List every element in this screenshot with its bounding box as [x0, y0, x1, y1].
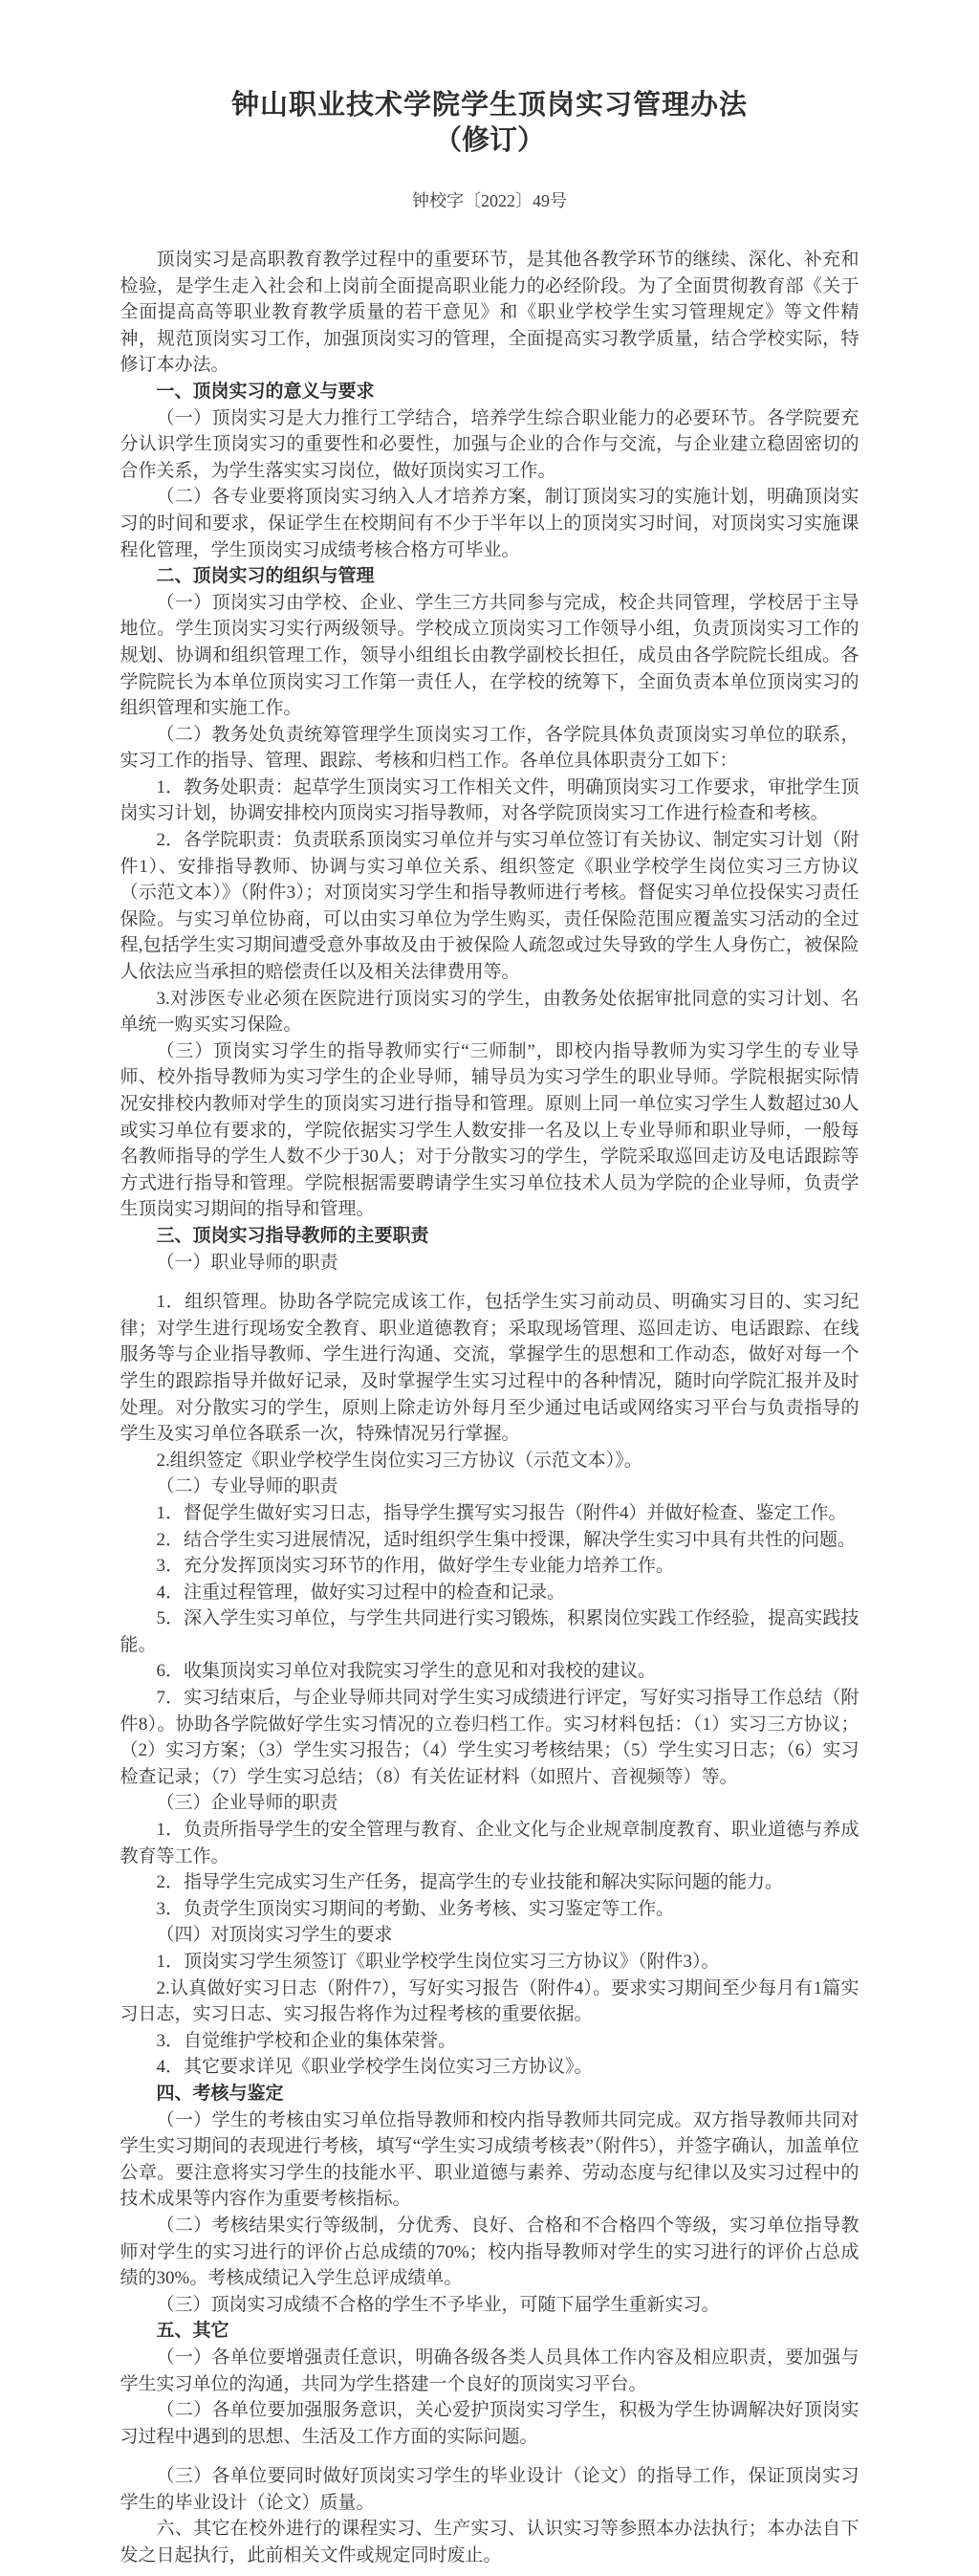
- paragraph: 六、其它在校外进行的课程实习、生产实习、认识实习等参照本办法执行；本办法自下发之日起执行，此前相关文件或规定同时废止。: [120, 2519, 859, 2566]
- paragraph: 4．其它要求详见《职业学校学生岗位实习三方协议》。: [156, 2057, 593, 2078]
- paragraph: 2．各学院职责：负责联系顶岗实习单位并与实习单位签订有关协议、制定实习计划（附件1）、安排指导教师、协调与实习单位关系、组织签定《职业学校学生岗位实习三方协议（示范文本）》（附件3）；对顶岗实习学生和指导教师进行考核。督促实习单位投保实习责任保险。与实习单位协商，可以由实习单位为学生购买，责任保险范围应覆盖实习活动的全过程,包括学生实习期间遭受意外事故及由于被保险人疏忽或过失导致的学生人身伤亡，被保险人依法应当承担的赔偿责任以及相关法律费用等。: [120, 830, 859, 983]
- paragraph: （二）考核结果实行等级制，分优秀、良好、合格和不合格四个等级，实习单位指导教师对学生的实习进行的评价占总成绩的70%；校内指导教师对学生的实习进行的评价占总成绩的30%。考核成绩记入学生总评成绩单。: [120, 2215, 859, 2289]
- paragraph: （三）顶岗实习成绩不合格的学生不予毕业，可随下届学生重新实习。: [156, 2294, 720, 2315]
- paragraph: 2.组织签定《职业学校学生岗位实习三方协议（示范文本）》。: [156, 1450, 642, 1471]
- paragraph: 2.认真做好实习日志（附件7），写好实习报告（附件4）。要求实习期间至少每月有1篇实习日志，实习日志、实习报告将作为过程考核的重要依据。: [120, 1977, 859, 2025]
- paragraph: 7．实习结束后，与企业导师共同对学生实习成绩进行评定，写好实习指导工作总结（附件8）。协助各学院做好学生实习情况的立卷归档工作。实习材料包括：（1）实习三方协议；（2）实习方案；（3）学生实习报告；（4）学生实习考核结果；（5）学生实习日志；（6）实习检查记录；（7）学生实习总结；（8）有关佐证材料（如照片、音视频等）等。: [120, 1688, 859, 1787]
- document-title: 钟山职业技术学院学生顶岗实习管理办法: [230, 90, 748, 120]
- paragraph: 2．结合学生实习进展情况，适时组织学生集中授课，解决学生实习中具有共性的问题。: [156, 1529, 857, 1550]
- paragraph: 1．负责所指导学生的安全管理与教育、企业文化与企业规章制度教育、职业道德与养成教育等工作。: [120, 1820, 859, 1867]
- paragraph: （四）对顶岗实习学生的要求: [156, 1925, 393, 1946]
- paragraph: （三）顶岗实习学生的指导教师实行“三师制”，即校内指导教师为实习学生的专业导师、校外指导教师为实习学生的企业导师，辅导员为实习学生的职业导师。学院根据实际情况安排校内教师对学生的顶岗实习进行指导和管理。原则上同一单位实习学生人数超过30人或实习单位有要求的，学院依据实习学生人数安排一名及以上专业导师和职业导师，一般每名教师指导的学生人数不少于30人；对于分散实习的学生，学院采取巡回走访及电话跟踪等方式进行指导和管理。学院根据需要聘请学生实习单位技术人员为学院的企业导师，负责学生顶岗实习期间的指导和管理。: [120, 1040, 859, 1220]
- paragraph: 1．顶岗实习学生须签订《职业学校学生岗位实习三方协议》（附件3）。: [156, 1952, 720, 1972]
- paragraph: 顶岗实习是高职教育教学过程中的重要环节，是其他各教学环节的继续、深化、补充和检验，是学生走入社会和上岗前全面提高职业能力的必经阶段。为了全面贯彻教育部《关于全面提高高等职业教育教学质量的若干意见》和《职业学校学生实习管理规定》等文件精神，规范顶岗实习工作，加强顶岗实习的管理，全面提高实习教学质量，结合学校实际，特修订本办法。: [120, 250, 859, 376]
- paragraph: （三）企业导师的职责: [156, 1793, 338, 1814]
- section-heading: 一、顶岗实习的意义与要求: [156, 381, 375, 402]
- document-subtitle: （修订）: [433, 125, 545, 156]
- paragraph: （一）顶岗实习由学校、企业、学生三方共同参与完成，校企共同管理，学校居于主导地位。学生顶岗实习实行两级领导。学校成立顶岗实习工作领导小组，负责顶岗实习工作的规划、协调和组织管理工作，领导小组组长由教学副校长担任，成员由各学院院长组成。各学院院长为本单位顶岗实习工作第一责任人，在学校的统筹下，全面负责本单位顶岗实习的组织管理和实施工作。: [120, 592, 859, 719]
- paragraph: 1．组织管理。协助各学院完成该工作，包括学生实习前动员、明确实习目的、实习纪律；对学生进行现场安全教育、职业道德教育；采取现场管理、巡回走访、电话跟踪、在线服务等与企业指导教师、学生进行沟通、交流，掌握学生的思想和工作动态，做好对每一个学生的跟踪指导并做好记录，及时掌握学生实习过程中的各种情况，随时向学院汇报并及时处理。对分散实习的学生，原则上除走访外每月至少通过电话或网络实习平台与负责指导的学生及实习单位各联系一次，特殊情况另行掌握。: [120, 1292, 859, 1445]
- paragraph: （一）职业导师的职责: [156, 1252, 338, 1273]
- paragraph: （二）各专业要将顶岗实习纳入人才培养方案，制订顶岗实习的实施计划，明确顶岗实习的时间和要求，保证学生在校期间有不少于半年以上的顶岗实习时间，对顶岗实习实施课程化管理，学生顶岗实习成绩考核合格方可毕业。: [120, 487, 859, 560]
- paragraph: （二）教务处负责统筹管理学生顶岗实习工作，各学院具体负责顶岗实习单位的联系，实习工作的指导、管理、跟踪、考核和归档工作。各单位具体职责分工如下：: [120, 724, 859, 772]
- section-heading: 三、顶岗实习指导教师的主要职责: [156, 1225, 429, 1246]
- paragraph: （一）学生的考核由实习单位指导教师和校内指导教师共同完成。双方指导教师共同对学生实习期间的表现进行考核，填写“学生实习成绩考核表”（附件5），并签字确认，加盖单位公章。要注意将实习学生的技能水平、职业道德与素养、劳动态度与纪律以及实习过程中的技术成果等内容作为重要考核指标。: [120, 2109, 859, 2210]
- paragraph: （一）顶岗实习是大力推行工学结合，培养学生综合职业能力的必要环节。各学院要充分认识学生顶岗实习的重要性和必要性，加强与企业的合作与交流，与企业建立稳固密切的合作关系，为学生落实实习岗位，做好顶岗实习工作。: [120, 407, 859, 481]
- paragraph: 4．注重过程管理，做好实习过程中的检查和记录。: [156, 1582, 566, 1603]
- paragraph: 5．深入学生实习单位，与学生共同进行实习锻炼，积累岗位实践工作经验，提高实践技能。: [120, 1608, 859, 1655]
- paragraph: 1．督促学生做好实习日志，指导学生撰写实习报告（附件4）并做好检查、鉴定工作。: [156, 1502, 847, 1523]
- section-heading: 二、顶岗实习的组织与管理: [156, 566, 375, 587]
- section-heading: 五、其它: [156, 2321, 229, 2342]
- doc-number: 钟校字〔2022〕49号: [412, 191, 567, 210]
- paragraph: 3．自觉维护学校和企业的集体荣誉。: [156, 2030, 457, 2051]
- paragraph: 6．收集顶岗实习单位对我院实习学生的意见和对我校的建议。: [156, 1661, 657, 1682]
- paragraph: 2．指导学生完成实习生产任务，提高学生的专业技能和解决实际问题的能力。: [156, 1872, 784, 1893]
- paragraph: 3.对涉医专业必须在医院进行顶岗实习的学生，由教务处依据审批同意的实习计划、名单统一购买实习保险。: [120, 988, 859, 1036]
- document-body: [120, 247, 859, 2569]
- paragraph: 1．教务处职责：起草学生顶岗实习工作相关文件，明确顶岗实习工作要求，审批学生顶岗实习计划，协调安排校内顶岗实习指导教师，对各学院顶岗实习工作进行检查和考核。: [120, 776, 859, 824]
- section-heading: 四、考核与鉴定: [156, 2083, 284, 2104]
- paragraph: 3．负责学生顶岗实习期间的考勤、业务考核、实习鉴定等工作。: [156, 1898, 675, 1919]
- paragraph: （三）各单位要同时做好顶岗实习学生的毕业设计（论文）的指导工作，保证顶岗实习学生的毕业设计（论文）质量。: [120, 2466, 859, 2513]
- paragraph: 3．充分发挥顶岗实习环节的作用，做好学生专业能力培养工作。: [156, 1556, 675, 1577]
- paragraph: （二）各单位要加强服务意识，关心爱护顶岗实习学生，积极为学生协调解决好顶岗实习过程中遇到的思想、生活及工作方面的实际问题。: [120, 2400, 859, 2447]
- paragraph: （二）专业导师的职责: [156, 1476, 338, 1497]
- paragraph: （一）各单位要增强责任意识，明确各级各类人员具体工作内容及相应职责，要加强与学生实习单位的沟通，共同为学生搭建一个良好的顶岗实习平台。: [120, 2347, 859, 2394]
